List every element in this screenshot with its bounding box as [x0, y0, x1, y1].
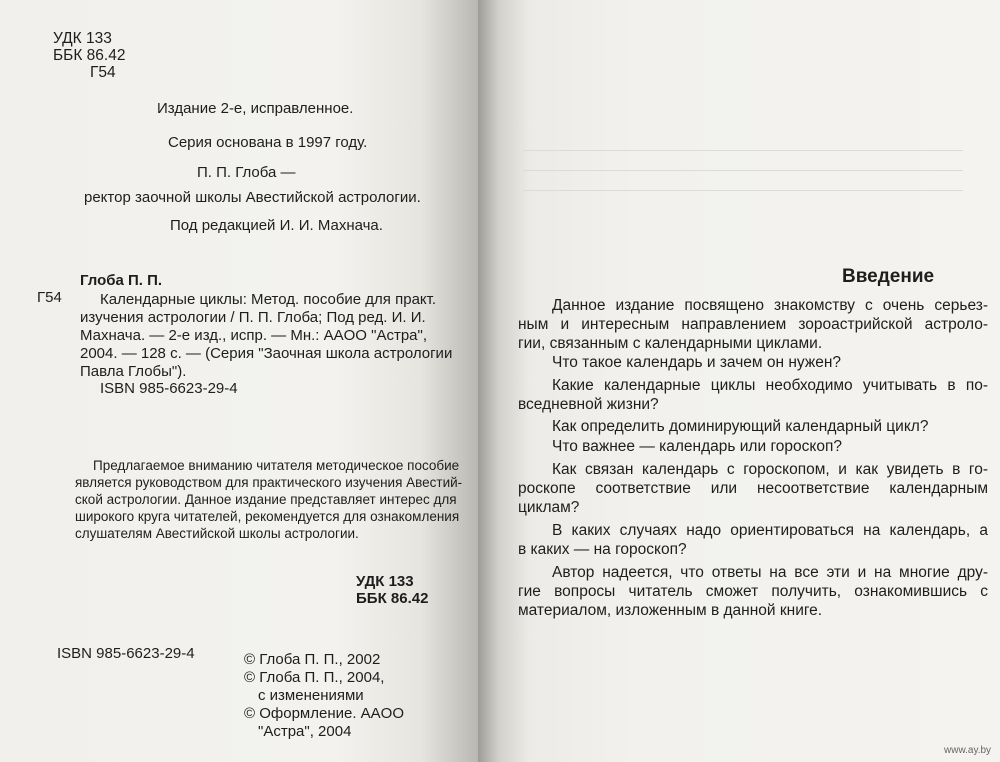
- site-watermark: www.ay.by: [944, 745, 992, 756]
- bbk-top: ББК 86.42: [53, 47, 126, 64]
- udk-bottom: УДК 133: [356, 573, 414, 590]
- left-page: [0, 0, 478, 762]
- body-line: материалом, изложенным в данной книге.: [518, 602, 823, 619]
- body-line: Какие календарные циклы необходимо учитывать в по-: [552, 377, 988, 394]
- author-line-2: ректор заочной школы Авестийской астрологии.: [84, 189, 421, 206]
- editor-note: Под редакцией И. И. Махнача.: [170, 217, 383, 234]
- code-top: Г54: [90, 64, 116, 81]
- show-through-rule: [523, 190, 963, 191]
- catalog-line: Календарные циклы: Метод. пособие для практ.: [100, 291, 437, 308]
- annotation-line: является руководством для практического изучения Авестий-: [75, 475, 463, 490]
- catalog-code: Г54: [37, 289, 62, 306]
- annotation-line: широкого круга читателей, рекомендуется для ознакомления: [75, 509, 460, 524]
- copyright-line: © Глоба П. П., 2004,: [244, 669, 385, 686]
- edition-note: Издание 2-е, исправленное.: [157, 100, 354, 117]
- body-line: гии, связанным с календарными циклами.: [518, 335, 823, 352]
- catalog-line: изучения астрологии / П. П. Глоба; Под ред. И. И.: [80, 309, 426, 326]
- body-line: вседневной жизни?: [518, 396, 659, 413]
- show-through-rule: [523, 150, 963, 151]
- udk-top: УДК 133: [53, 30, 112, 47]
- body-line: роскопе соответствие или несоответствие календарным: [518, 480, 988, 497]
- body-line: Как определить доминирующий календарный цикл?: [552, 418, 929, 435]
- bbk-bottom: ББК 86.42: [356, 590, 429, 607]
- copyright-line: "Астра", 2004: [258, 723, 352, 740]
- catalog-line: 2004. — 128 с. — (Серия "Заочная школа астрологии: [80, 345, 453, 362]
- copyright-line: © Оформление. АAОО: [244, 705, 405, 722]
- body-line: Что важнее — календарь или гороскоп?: [552, 438, 842, 455]
- body-line: циклам?: [518, 499, 580, 516]
- body-line: Автор надеется, что ответы на все эти и на многие дру-: [552, 564, 988, 581]
- isbn-bottom: ISBN 985-6623-29-4: [57, 645, 195, 662]
- copyright-line: с изменениями: [258, 687, 364, 704]
- catalog-line: Павла Глобы").: [80, 363, 187, 380]
- body-line: гие вопросы читатель сможет получить, ознакомившись с: [518, 583, 988, 600]
- annotation-line: Предлагаемое вниманию читателя методическое пособие: [93, 458, 460, 473]
- chapter-heading: Введение: [842, 266, 935, 287]
- body-line: в каких — на гороскоп?: [518, 541, 687, 558]
- body-line: ным и интересным направлением зороастрийской астроло-: [518, 316, 988, 333]
- body-line: В каких случаях надо ориентироваться на календарь, а: [552, 522, 988, 539]
- annotation-line: слушателям Авестийской школы астрологии.: [75, 526, 359, 541]
- author-line-1: П. П. Глоба —: [197, 164, 296, 181]
- catalog-author: Глоба П. П.: [80, 272, 163, 289]
- show-through-rule: [523, 170, 963, 171]
- body-line: Данное издание посвящено знакомству с очень серьез-: [552, 297, 988, 314]
- show-through-title: [210, 262, 216, 289]
- catalog-isbn: ISBN 985-6623-29-4: [100, 380, 238, 397]
- annotation-line: ской астрологии. Данное издание представляет интерес для: [75, 492, 457, 507]
- body-line: Что такое календарь и зачем он нужен?: [552, 354, 842, 371]
- series-founded: Серия основана в 1997 году.: [168, 134, 368, 151]
- copyright-line: © Глоба П. П., 2002: [244, 651, 381, 668]
- body-line: Как связан календарь с гороскопом, и как увидеть в го-: [552, 461, 988, 478]
- catalog-line: Махнача. — 2-е изд., испр. — Мн.: АAОО "Астра",: [80, 327, 428, 344]
